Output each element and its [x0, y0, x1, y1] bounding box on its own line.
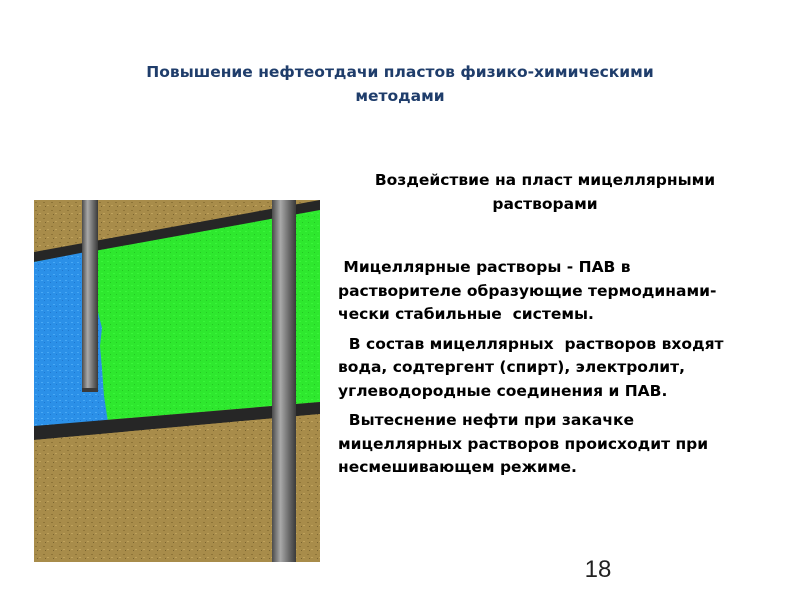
slide-title-line: Повышение нефтеотдачи пластов физико-химическими [146, 63, 654, 81]
section-subtitle [345, 168, 745, 216]
text-line: углеводородные соединения и ПАВ. [338, 381, 668, 400]
text-line: В состав мицеллярных растворов входят [338, 334, 724, 353]
page-number: 18 [584, 556, 612, 583]
text-line: Вытеснение нефти при закачке [338, 411, 635, 429]
text-line: чески стабильные системы. [338, 305, 594, 323]
text-line: мицеллярных растворов происходит при [338, 434, 709, 453]
text-line: Мицеллярные растворы - ПАВ в [338, 258, 631, 276]
text-line: растворителе образующие термодинами- [338, 281, 717, 300]
subtitle-line: Воздействие на пласт мицеллярными [374, 171, 716, 189]
paragraph-definition [338, 256, 778, 327]
reservoir-illustration [34, 200, 320, 562]
injection-well-pipe [82, 200, 98, 390]
text-line: вода, содтергент (спирт), электролит, [338, 358, 686, 376]
body-text [338, 256, 778, 480]
slide-title-line: методами [355, 87, 445, 105]
text-line: несмешивающем режиме. [338, 458, 577, 476]
slide-title [95, 60, 705, 108]
paragraph-composition [338, 333, 778, 404]
subtitle-line: растворами [492, 195, 598, 213]
injection-well-cap [82, 388, 98, 392]
paragraph-displacement [338, 409, 778, 480]
production-well-pipe [272, 200, 296, 562]
